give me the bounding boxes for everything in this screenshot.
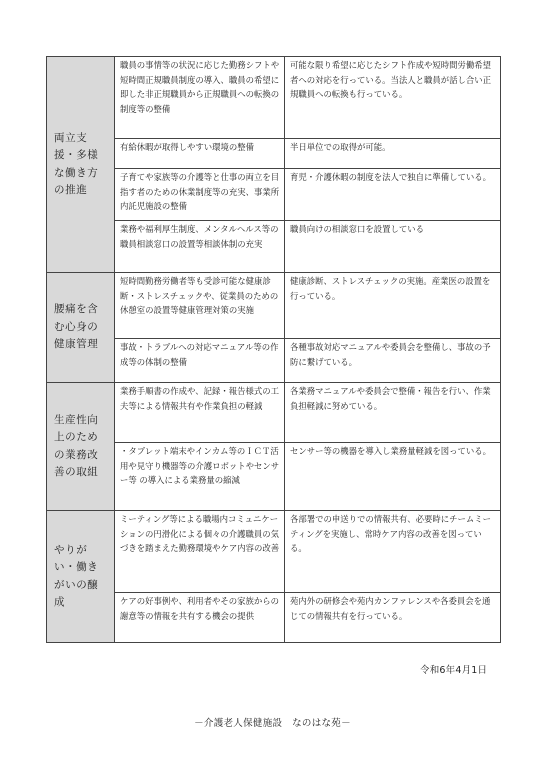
table-row <box>47 339 501 383</box>
category-cell: 腰痛を含む心身の健康管理 <box>47 273 115 383</box>
action-cell: 有給休暇が取得しやすい環境の整備 <box>115 139 285 169</box>
table-row <box>47 273 501 339</box>
action-cell: 短時間勤務労働者等も受診可能な健康診断・ストレスチェックや、従業員のための休憩室の設置等健康管理対策の実施 <box>115 273 285 339</box>
action-cell: 業務手順書の作成や、記録・報告様式の工夫等による情報共有や作業負担の軽減 <box>115 383 285 443</box>
issue-date: 令和6年4月1日 <box>420 665 488 676</box>
table-row <box>47 169 501 221</box>
note-cell: 半日単位での取得が可能。 <box>285 139 501 169</box>
table-row <box>47 511 501 593</box>
facility-footer: －介護老人保健施設 なのはな苑－ <box>194 718 351 729</box>
action-cell: 業務や福利厚生制度、メンタルヘルス等の職員相談窓口の設置等相談体制の充実 <box>115 221 285 273</box>
table-row <box>47 443 501 511</box>
improvement-table <box>46 56 501 643</box>
table-row <box>47 593 501 643</box>
table-row <box>47 139 501 169</box>
action-cell: 子育てや家族等の介護等と仕事の両立を目指す者のための休業制度等の充実、事業所内託児施設の整備 <box>115 169 285 221</box>
category-cell: 両立支援・多様な働き方の推進 <box>47 57 115 273</box>
table-row <box>47 383 501 443</box>
note-cell: 苑内外の研修会や苑内カンファレンスや各委員会を通じての情報共有を行っている。 <box>285 593 501 643</box>
note-cell: 育児・介護休暇の制度を法人で独自に準備している。 <box>285 169 501 221</box>
action-cell: ケアの好事例や、利用者やその家族からの謝意等の情報を共有する機会の提供 <box>115 593 285 643</box>
action-cell: 事故・トラブルへの対応マニュアル等の作成等の体制の整備 <box>115 339 285 383</box>
note-cell: 健康診断、ストレスチェックの実施。産業医の設置を行っている。 <box>285 273 501 339</box>
note-cell: センサー等の機器を導入し業務量軽減を図っている。 <box>285 443 501 511</box>
note-cell: 各業務マニュアルや委員会で整備・報告を行い、作業負担軽減に努めている。 <box>285 383 501 443</box>
table-body <box>47 57 501 643</box>
note-cell: 可能な限り希望に応じたシフト作成や短時間労働希望者への対応を行っている。当法人と職員が話し合い正規職員への転換も行っている。 <box>285 57 501 139</box>
category-cell: 生産性向上のための業務改善の取組 <box>47 383 115 511</box>
note-cell: 職員向けの相談窓口を設置している <box>285 221 501 273</box>
note-cell: 各部署での申送りでの情報共有、必要時にチームミーティングを実施し、常時ケア内容の改善を図っている。 <box>285 511 501 593</box>
table-row <box>47 57 501 139</box>
note-cell: 各種事故対応マニュアルや委員会を整備し、事故の予防に繋げている。 <box>285 339 501 383</box>
action-cell: 職員の事情等の状況に応じた勤務シフトや短時間正規職員制度の導入、職員の希望に即した非正規職員から正規職員への転換の制度等の整備 <box>115 57 285 139</box>
category-cell: やりがい・働きがいの醸成 <box>47 511 115 643</box>
action-cell: ミーティング等による職場内コミュニケーションの円滑化による個々の介護職員の気づきを踏まえた勤務環境やケア内容の改善 <box>115 511 285 593</box>
table-row <box>47 221 501 273</box>
action-cell: ・タブレット端末やインカム等のＩＣＴ活用や見守り機器等の介護ロボットやセンサー等 の導入による業務量の縮減 <box>115 443 285 511</box>
